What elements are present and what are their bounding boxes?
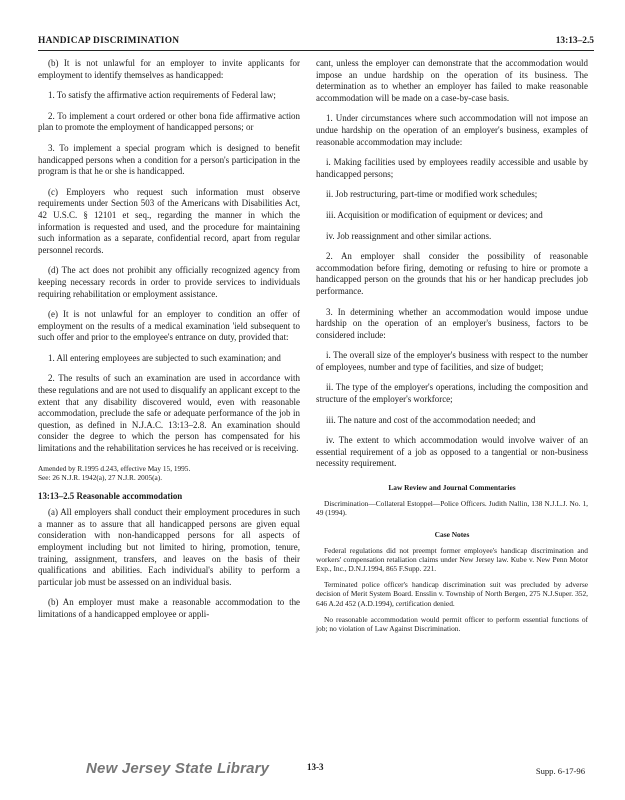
running-header (38, 36, 594, 51)
library-stamp: New Jersey State Library (86, 760, 270, 777)
case-note-2: Terminated police officer's handicap discrimination suit was precluded by adverse decision of Merit System Board. Ensslin v. Township of North Bergen, 275 N.J.Super. 352, 646 A.2d 452 (A.D.1994), certification denied. (316, 580, 588, 608)
amendment-line-2: See: 26 N.J.R. 1942(a), 27 N.J.R. 2005(a). (38, 472, 163, 482)
paragraph-c: (c) Employers who request such information must observe requirements under Section 503 of the Americans with Disabilities Act, 42 U.S.C. § 12101 et seq., regarding the manner in which the information is requested and used, and the procedure for maintaining such information as a separate, confidential record, apart from regular personnel records. (38, 186, 300, 255)
paragraph-b: (b) It is not unlawful for an employer to invite applicants for employment to identify themselves as handicapped: (38, 58, 300, 80)
header-title: HANDICAP DISCRIMINATION (38, 36, 180, 46)
paragraph-b-1: 1. To satisfy the affirmative action requirements of Federal law; (48, 90, 276, 101)
paragraph-e-1: 1. All entering employees are subjected to such examination; and (48, 352, 281, 363)
item-3-iii: iii. The nature and cost of the accommodation needed; and (326, 414, 536, 425)
law-review-heading: Law Review and Journal Commentaries (388, 483, 516, 493)
section-heading: 13:13–2.5 Reasonable accommodation (38, 490, 183, 501)
item-1-ii: ii. Job restructuring, part-time or modified work schedules; (326, 189, 538, 200)
paragraph-b-3: 3. To implement a special program which is designed to benefit handicapped persons when a condition for a person's participation in the program is that he or she is handicapped. (38, 142, 300, 177)
item-3-ii: ii. The type of the employer's operations, including the composition and structure of the employer's workforce; (316, 382, 588, 405)
item-3: 3. In determining whether an accommodation would impose undue hardship on the operation of an employer's business, factors to be considered include: (316, 306, 588, 340)
header-section-number: 13:13–2.5 (555, 36, 594, 46)
case-notes-heading: Case Notes (434, 530, 470, 540)
section-paragraph-a: (a) All employers shall conduct their employment procedures in such a manner as to assure that all handicapped persons are given equal consideration with non-handicapped persons for all aspects of employment including but not limited to hiring, promotion, tenure, training, assignment, transfers, and leaves on the basis of their qualifications and abilities. Each individual's ability to perform a particular job must be assessed on an individual basis. (38, 507, 300, 587)
supplement-date: Supp. 6-17-96 (535, 766, 585, 776)
item-1-i: i. Making facilities used by employees readily accessible and usable by handicapped persons; (316, 157, 588, 179)
amendment-note (38, 464, 300, 482)
left-column (38, 58, 300, 630)
paragraph-e-2: 2. The results of such an examination are used in accordance with these regulations and are not used to disqualify an applicant except to the extent that any disability discovered would, even with reasonable accommodation, preclude the safe or adequate performance of the job in question, as defined in N.J.A.C. 13:13–2.8. An examination should consider the degree to which the person has compensated for his limitations and the rehabilitation services he has received or is receiving. (38, 373, 300, 454)
item-3-iv: iv. The extent to which accommodation would involve waiver of an essential requirement of a job as opposed to a tangential or non-business necessity requirement. (316, 435, 588, 469)
paragraph-e: (e) It is not unlawful for an employer to condition an offer of employment on the results of a medical examination 'ield subsequent to such offer and prior to the employee's entrance on duty, provided that: (38, 309, 300, 343)
case-note-3: No reasonable accommodation would permit officer to perform essential functions of job; no violation of Law Against Discrimination. (316, 614, 588, 634)
section-paragraph-b: (b) An employer must make a reasonable accommodation to the limitations of a handicapped employee or appli- (38, 597, 300, 619)
item-3-i: i. The overall size of the employer's business with respect to the number of employees, number and type of facilities, and size of budget; (316, 350, 588, 372)
continued-paragraph: cant, unless the employer can demonstrate that the accommodation would impose an undue hardship on the operation of its business. The determination as to whether an employer has failed to make reasonable accommodation will be made on a case-by-case basis. (316, 58, 588, 103)
item-1: 1. Under circumstances where such accommodation will not impose an undue hardship on the operation of an employer's business, examples of reasonable accommodation may include: (316, 113, 588, 147)
right-column (316, 58, 588, 640)
paragraph-b-2: 2. To implement a court ordered or other bona fide affirmative action plan to promote the employment of handicapped persons; or (38, 110, 300, 133)
item-2: 2. An employer shall consider the possibility of reasonable accommodation before firing, demoting or refusing to hire or promote a handicapped person on the grounds that his or her handicap precludes job performance. (316, 251, 588, 296)
paragraph-d: (d) The act does not prohibit any officially recognized agency from keeping necessary records in order to provide services to individuals requiring rehabilitation or employment assistance. (38, 265, 300, 299)
item-1-iv: iv. Job reassignment and other similar actions. (326, 230, 492, 241)
amendment-line-1: Amended by R.1995 d.243, effective May 15, 1995. (38, 463, 191, 473)
item-1-iii: iii. Acquisition or modification of equipment or devices; and (326, 209, 543, 220)
law-review-entry: Discrimination—Collateral Estoppel—Police Officers. Judith Nallin, 138 N.J.L.J. No. 1, 49 (1994). (316, 498, 588, 517)
case-note-1: Federal regulations did not preempt former employee's handicap discrimination and workers' compensation retaliation claims under New Jersey law. Kube v. New Penn Motor Exp., Inc., D.N.J.1994, 865 F.Supp. 221. (316, 545, 588, 574)
page-number: 13-3 (307, 762, 324, 772)
